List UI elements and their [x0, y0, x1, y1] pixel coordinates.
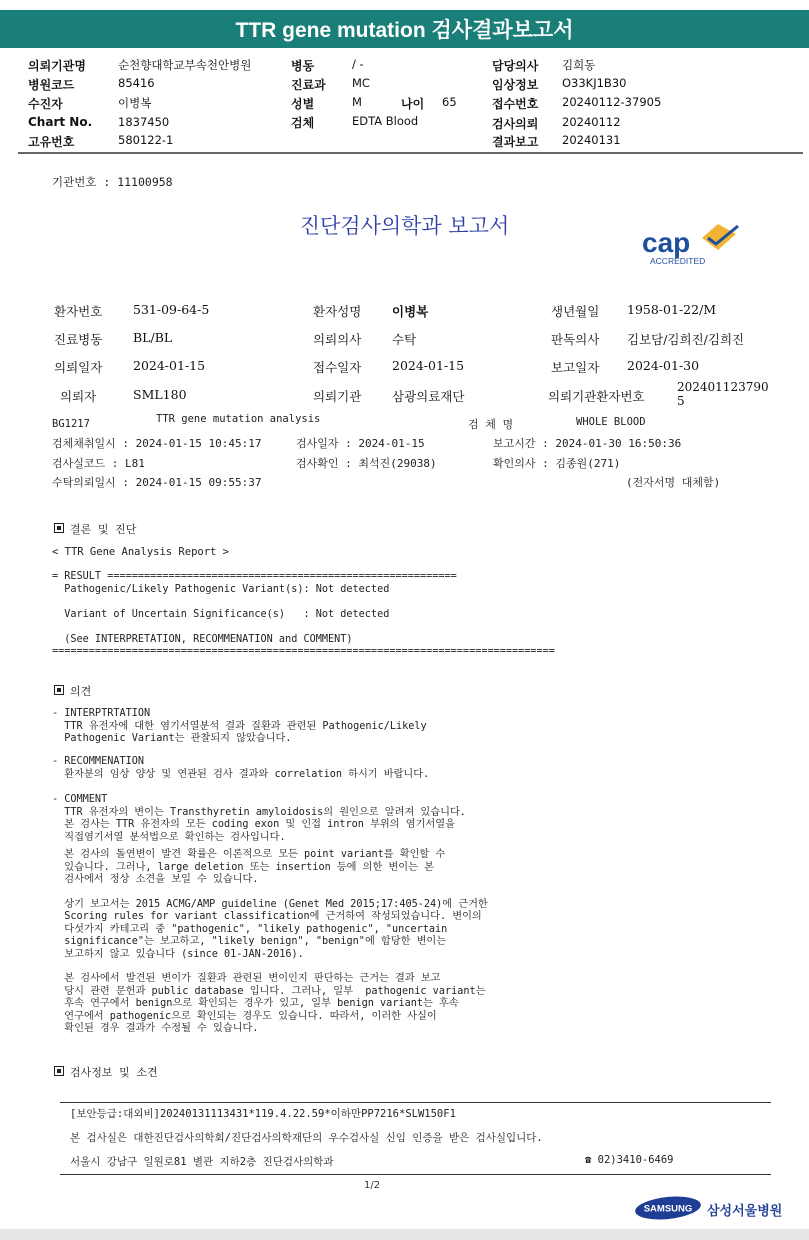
footer-divider-top [60, 1102, 771, 1103]
hdr-value-age: 65 [442, 95, 457, 109]
requester-label: 의뢰자 [60, 389, 97, 404]
receipt-date-label: 접수일자 [313, 360, 362, 375]
comment-line: 상기 보고서는 2015 ACMG/AMP guideline (Genet Med 2015;17:405-24)에 근거한 [52, 898, 488, 910]
report-date-value: 2024-01-30 [627, 358, 700, 373]
result-block [52, 571, 555, 659]
hdr-label-department: 진료과 [291, 78, 326, 92]
org-number: 기관번호 : 11100958 [52, 175, 173, 189]
comment-line: 본 검사에서 발견된 변이가 질환과 관련된 변이인지 판단하는 근거는 결과 보고 [52, 973, 441, 984]
comment-line: Scoring rules for variant classification에 근거하여 작성되었습니다. 변이의 [52, 911, 482, 922]
specimen-value: WHOLE BLOOD [576, 416, 646, 428]
hdr-value-examinee: 이병복 [118, 96, 152, 110]
section-bullet-icon [54, 685, 64, 695]
cap-logo-icon [640, 220, 750, 268]
comment-line: 본 검사는 TTR 유전자의 모든 coding exon 및 인접 intron 부위의 염기서열을 [52, 819, 455, 830]
comment-line [52, 887, 488, 899]
hdr-value-department: MC [352, 76, 370, 90]
comment-line: TTR 유전자의 변이는 Transthyretin amyloidosis의 원인으로 알려져 있습니다. [52, 806, 466, 818]
conclusion-heading-text: 결론 및 진단 [70, 523, 137, 536]
hdr-label-chart-no: Chart No. [28, 115, 93, 129]
opinion-heading [54, 683, 91, 699]
comment-line: - COMMENT [52, 794, 108, 805]
requester-value: SML180 [133, 387, 187, 402]
test-code: BG1217 [52, 418, 90, 430]
request-date-label: 의뢰일자 [54, 360, 103, 375]
org-patient-no-value: 202401123790 [677, 380, 769, 394]
test-name: TTR gene mutation analysis [156, 413, 321, 425]
report-title: 진단검사의학과 보고서 [299, 214, 510, 238]
interpretation-line: - INTERPTRTATION [52, 708, 151, 719]
requesting-org-value: 삼광의료재단 [392, 389, 465, 404]
result-line [52, 596, 555, 609]
footer-divider-bottom [60, 1174, 771, 1175]
lab-code: 검사실코드 : L81 [52, 457, 145, 470]
hdr-value-test-request: 20240112 [562, 115, 621, 129]
security-line: [보안등급:대외비]20240131113431*119.4.22.59*이하만PP7216*SLW150F1 [70, 1108, 456, 1120]
opinion-heading-text: 의견 [70, 685, 92, 698]
cap-logo-text: cap [642, 227, 691, 258]
samsung-logo-icon [634, 1195, 702, 1221]
hdr-value-ward: / - [352, 57, 364, 71]
collection-time: 검체채취일시 : 2024-01-15 10:45:17 [52, 437, 262, 450]
hdr-value-unique-no: 580122-1 [118, 133, 174, 147]
hdr-value-doctor: 김희동 [562, 58, 596, 72]
certification-line: 본 검사실은 대한진단검사의학회/진단검사의학재단의 우수검사실 신임 인증을 받은 검사실입니다. [70, 1132, 543, 1144]
receipt-date-value: 2024-01-15 [392, 358, 465, 373]
comment-line: 보고하지 않고 있습니다 (since 01-JAN-2016). [52, 948, 304, 960]
request-date-value: 2024-01-15 [133, 358, 206, 373]
report-banner-title: TTR gene mutation 검사결과보고서 [0, 10, 809, 48]
samsung-logo-text: SAMSUNG [643, 1203, 693, 1215]
comment-line: 검사에서 정상 소견을 보일 수 있습니다. [52, 874, 259, 885]
report-name: < TTR Gene Analysis Report > [52, 546, 230, 558]
e-signature-note: (전자서명 대체함) [626, 476, 721, 489]
comment-line: 당시 관련 문헌과 public database 입니다. 그러나, 일부 pathogenic variant는 [52, 985, 486, 997]
result-line: (See INTERPRETATION, RECOMMENATION and COMMENT) [52, 633, 353, 645]
hdr-label-sex: 성별 [291, 97, 315, 111]
page-number: 1/2 [364, 1180, 381, 1191]
comment-line: 다섯가지 카테고리 중 "pathogenic", "likely pathogenic", "uncertain [52, 923, 448, 935]
recommendation-line: - RECOMMENATION [52, 756, 145, 767]
section-bullet-icon [54, 523, 64, 533]
test-date: 검사일자 : 2024-01-15 [296, 437, 425, 450]
conclusion-heading [54, 521, 136, 537]
recommendation-line: 환자분의 임상 양상 및 연관된 검사 결과와 correlation 하시기 바랍니다. [52, 768, 430, 780]
confirm-doctor: 확인의사 : 김종원(271) [493, 457, 621, 470]
requesting-doctor-label: 의뢰의사 [313, 332, 362, 347]
ward-label: 진료병동 [54, 332, 103, 347]
hdr-label-ward: 병동 [291, 59, 315, 73]
hospital-name: 삼성서울병원 [707, 1204, 783, 1219]
comment-line: 있습니다. 그러나, large deletion 또는 insertion 등에 의한 변이는 본 [52, 861, 434, 873]
hdr-label-hospital-code: 병원코드 [28, 78, 75, 92]
report-time: 보고시간 : 2024-01-30 16:50:36 [493, 437, 682, 450]
result-line: Variant of Uncertain Significance(s) : Not detected [52, 608, 390, 620]
comment-line: 확인된 경우 결과가 수정될 수 있습니다. [52, 1023, 259, 1034]
hdr-value-clinical-info: O33KJ1B30 [562, 76, 627, 90]
org-patient-no-label: 의뢰기관환자번호 [548, 389, 645, 404]
section-bullet-icon [54, 1066, 64, 1076]
requesting-org-label: 의뢰기관 [313, 389, 362, 404]
interpretation-line: Pathogenic Variant는 관찰되지 않았습니다. [52, 733, 292, 744]
hdr-label-requesting-org: 의뢰기관명 [28, 59, 86, 73]
hdr-label-examinee: 수진자 [28, 97, 63, 111]
hdr-label-result-report: 결과보고 [492, 135, 539, 149]
birthdate-label: 생년월일 [551, 304, 600, 319]
org-patient-no-value-cont: 5 [677, 394, 685, 408]
exam-info-heading-text: 검사정보 및 소견 [70, 1066, 158, 1079]
reading-doctor-value: 김보담/김희진/김희진 [627, 332, 745, 347]
comment-line: 후속 연구에서 benign으로 확인되는 경우가 있고, 일부 benign variant는 후속 [52, 998, 459, 1009]
samsung-logo [634, 1195, 702, 1221]
comment-line: 연구에서 pathogenic으로 확인되는 경우도 있습니다. 따라서, 이러한 사실이 [52, 1010, 437, 1022]
cap-accredited-logo [640, 220, 750, 268]
reading-doctor-label: 판독의사 [551, 332, 600, 347]
address-line: 서울시 강남구 일원로81 별관 지하2층 진단검사의학과 [70, 1156, 334, 1168]
hdr-label-test-request: 검사의뢰 [492, 117, 539, 131]
recommendation-block [52, 756, 429, 781]
test-confirm: 검사확인 : 최석진(29038) [296, 457, 437, 470]
hdr-label-receipt-no: 접수번호 [492, 97, 539, 111]
hdr-label-clinical-info: 임상정보 [492, 78, 539, 92]
header-divider [18, 152, 803, 154]
ward-value: BL/BL [133, 330, 173, 345]
hdr-value-sex: M [352, 95, 362, 109]
comment-line: significance"는 보고하고, "likely benign", "benign"에 합당한 변이는 [52, 936, 447, 947]
report-date-label: 보고일자 [551, 360, 600, 375]
comment-line: 본 검사의 돌연변이 발견 확률은 이론적으로 모든 point variant를 확인할 수 [52, 849, 446, 860]
hdr-label-specimen: 검체 [291, 116, 315, 130]
interpretation-line: TTR 유전자에 대한 염기서열분석 결과 질환과 관련된 Pathogenic/Likely [52, 720, 427, 732]
requesting-doctor-value: 수탁 [392, 332, 417, 347]
contract-request-time: 수탁의뢰일시 : 2024-01-15 09:55:37 [52, 476, 262, 489]
birthdate-value: 1958-01-22/M [627, 302, 717, 317]
result-line: ================================================================================== [52, 646, 555, 657]
result-line: Pathogenic/Likely Pathogenic Variant(s): Not detected [52, 583, 390, 595]
comment-block [52, 794, 488, 1036]
hdr-label-doctor: 담당의사 [492, 59, 539, 73]
cap-logo-sub: ACCREDITED [650, 256, 706, 266]
result-line: = RESULT ========================================================= [52, 571, 457, 582]
hdr-label-unique-no: 고유번호 [28, 135, 75, 149]
patient-no-value: 531-09-64-5 [133, 302, 210, 317]
hdr-value-chart-no: 1837450 [118, 115, 170, 129]
hdr-value-receipt-no: 20240112-37905 [562, 95, 662, 109]
hdr-value-requesting-org: 순천향대학교부속천안병원 [118, 58, 252, 72]
interpretation-block [52, 708, 427, 746]
hdr-label-age: 나이 [401, 97, 425, 111]
patient-name-label: 환자성명 [313, 304, 362, 319]
hdr-value-hospital-code: 85416 [118, 76, 155, 90]
patient-name-value: 이병복 [392, 304, 429, 319]
hdr-value-specimen: EDTA Blood [352, 114, 419, 128]
comment-line: 직접염기서열 분석법으로 확인하는 검사입니다. [52, 831, 286, 843]
specimen-label: 검 체 명 [468, 418, 514, 431]
patient-no-label: 환자번호 [54, 304, 103, 319]
hdr-value-result-report: 20240131 [562, 133, 621, 147]
result-line [52, 621, 555, 634]
phone-number: ☎ 02)3410-6469 [585, 1154, 674, 1166]
page-bottom-margin [0, 1229, 809, 1240]
exam-info-heading [54, 1064, 158, 1080]
comment-line [52, 961, 488, 973]
